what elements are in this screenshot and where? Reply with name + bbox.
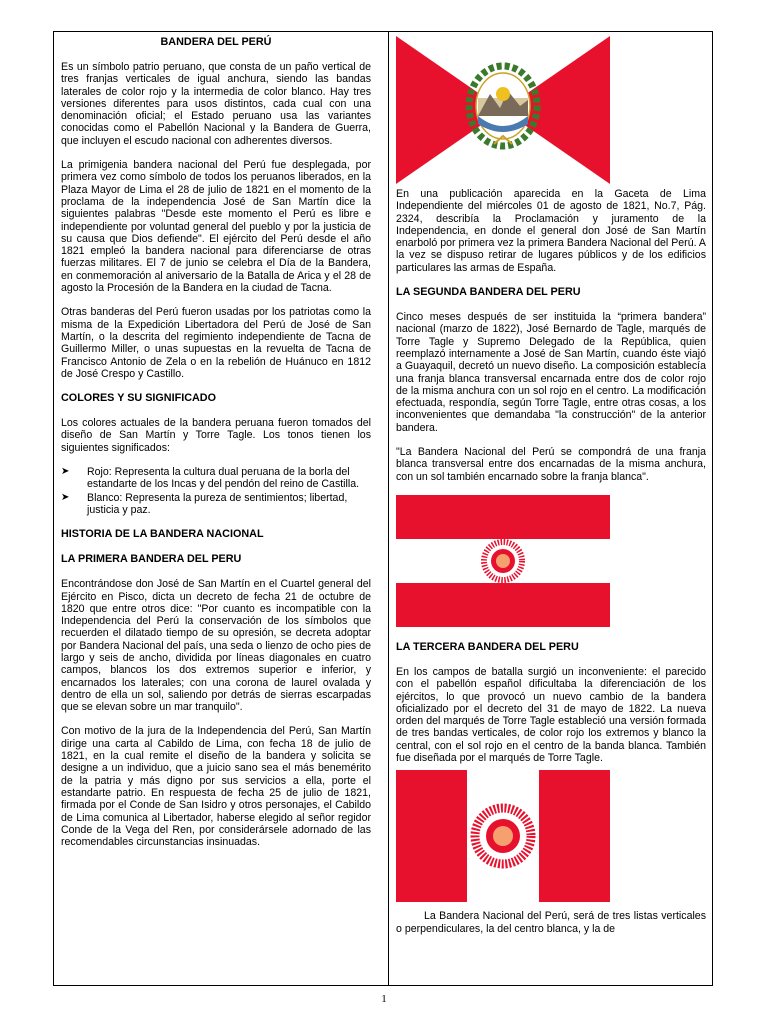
list-item: ➤ Rojo: Representa la cultura dual peruana de la borla del estandarte de los Incas y del pendón del reino de Castilla. — [61, 466, 360, 491]
paragraph-gaceta: En una publicación aparecida en la Gaceta de Lima Independiente del miércoles 01 de agosto de 1821, No.7, Pág. 2324, describía la Proclamación y juramento de la Independencia, en donde el general don José de San Martín enarboló por primera vez la primera Bandera Nacional del Perú. A la vez se dispuso retirar de lugares públicos y de los edificios particulares las armas de España. — [396, 188, 706, 274]
paragraph-segunda: Cinco meses después de ser instituida la “primera bandera” nacional (marzo de 1822), José Bernardo de Tagle, marqués de Torre Tagle y Supremo Delegado de la República, quien reemplazó internamente a José de San Martín, cuando éste viajó a Guayaquil, decretó un nuevo diseño. La composición establecía una franja blanca transversal encarnada entre dos de color rojo de la misma anchura con un sol rojo en el centro. La modificación efectuada, respondía, según Torre Tagle, entre otras cosas, a los inconvenientes que demandaba "la construcción" de la anterior bandera. — [396, 311, 706, 434]
arrow-bullet-icon: ➤ — [61, 491, 70, 503]
paragraph-final: La Bandera Nacional del Perú, será de tres listas verticales o perpendiculares, la del centro blanca, y la de — [396, 910, 706, 935]
first-flag-image — [396, 36, 610, 184]
right-column — [396, 36, 706, 947]
arrow-bullet-icon: ➤ — [61, 466, 70, 478]
heading-segunda-bandera: LA SEGUNDA BANDERA DEL PERU — [396, 286, 581, 299]
list-item: ➤ Blanco: Representa la pureza de sentimientos; libertad, justicia y paz. — [61, 491, 348, 516]
paragraph-decree: Encontrándose don José de San Martín en el Cuartel general del Ejército en Pisco, dicta un decreto de fecha 21 de octubre de 1820 que entre otros dice: "Por cuanto es incompatible con la Independencia del Perú la conservación de los símbolos que recuerden el dilatado tiempo de su opresión, se decreta adoptar por Bandera Nacional del país, una seda o lienzo de ocho pies de largo y seis de ancho, dividida por líneas diagonales en cuatro campos, blancos los dos extremos superior e inferior, y encarnados los laterales; con una corona de laurel ovalada y dentro de ella un sol, saliendo por detrás de sierras escarpadas que se elevan sobre un mar tranquilo". — [61, 578, 371, 714]
left-column — [61, 36, 371, 860]
paragraph-colores: Los colores actuales de la bandera peruana fueron tomados del diseño de San Martín y Torre Tagle. Los tonos tienen los siguientes significados: — [61, 417, 371, 454]
paragraph-first-flag-history: La primigenia bandera nacional del Perú fue desplegada, por primera vez como símbolo de todos los peruanos liberados, en la Plaza Mayor de Lima el 28 de julio de 1821 en el momento de la proclama de la independencia José de San Martín dice la siguientes palabras "Desde este momento el Perú es libre e independiente por voluntad general del pueblo y por la justicia de su causa que Dios defiende". El ejército del Perú desde el año 1821 empleó la bandera nacional para diferenciarse de otras fuerzas militares. El 7 de junio se celebra el Día de la Bandera, en conmemoración al aniversario de la Batalla de Arica y el 28 de agosto la Procesión de la Bandera en la ciudad de Tacna. — [61, 159, 371, 295]
heading-colores: COLORES Y SU SIGNIFICADO — [61, 392, 216, 405]
document-title: BANDERA DEL PERÚ — [160, 36, 272, 48]
third-flag-image — [396, 770, 610, 902]
column-divider — [388, 31, 389, 986]
heading-primera-bandera: LA PRIMERA BANDERA DEL PERU — [61, 553, 242, 566]
colors-list — [61, 466, 371, 516]
page-number: 1 — [381, 993, 387, 1005]
paragraph-cabildo: Con motivo de la jura de la Independencia del Perú, San Martín dirige una carta al Cabildo de Lima, con fecha 18 de julio de 1821, en la cual remite el diseño de la bandera y solicita se designe a un individuo, que a juicio sano sea el más benemérito de la patria y más digno por sus servicios a ella, porte el estandarte patrio. En respuesta de fecha 25 de julio de 1821, firmada por el Conde de San Isidro y otros personajes, el Cabildo de Lima comunica al Libertador, haberse elegido al señor regidor Conde de la Vega del Ren, por considerársele adornado de las recomendables circunstancias insinuadas. — [61, 725, 371, 849]
heading-tercera-bandera: LA TERCERA BANDERA DEL PERU — [396, 640, 579, 653]
paragraph-other-flags: Otras banderas del Perú fueron usadas por los patriotas como la misma de la Expedición Libertadora del Perú de José de San Martín, o la descrita del regimiento independiente de Tacna de Guillermo Miller, o unas supuestas en la revuelta de Tacna de Francisco Antonio de Zela o en la rebelión de Huánuco en 1812 de José Crespo y Castillo. — [61, 306, 371, 380]
heading-historia: HISTORIA DE LA BANDERA NACIONAL — [61, 528, 264, 541]
paragraph-quote: "La Bandera Nacional del Perú se compondrá de una franja blanca transversal entre dos encarnadas de la misma anchura, con un sol también encarnado sobre la franja blanca". — [396, 446, 706, 483]
paragraph-intro: Es un símbolo patrio peruano, que consta de un paño vertical de tres franjas verticales de igual anchura, siendo las bandas laterales de color rojo y la intermedia de color blanco. Hay tres versiones diferentes para usos distintos, cada cual con una denominación oficial; el Estado peruano usa las variantes conocidas como el Pabellón Nacional y la Bandera de Guerra, que incluyen el escudo nacional con adherentes diversos. — [61, 61, 371, 147]
paragraph-tercera: En los campos de batalla surgió un inconveniente: el parecido con el pabellón español dificultaba la diferenciación de los ejércitos, lo que provocó un nuevo cambio de la bandera oficializado por el decreto del 31 de mayo de 1822. La nueva orden del marqués de Torre Tagle estableció una versión formada de tres bandas verticales, de color rojo los extremos y blanco la central, con el sol rojo en el centro de la banda blanca. También fue diseñada por el marqués de Torre Tagle. — [396, 665, 706, 765]
second-flag-image — [396, 495, 610, 627]
